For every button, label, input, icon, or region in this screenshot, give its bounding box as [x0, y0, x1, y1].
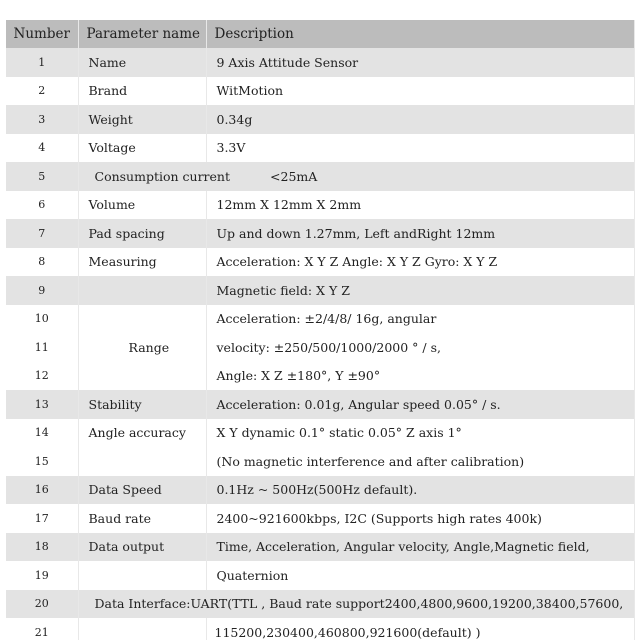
row-description: Quaternion	[206, 561, 634, 590]
row-parameter	[78, 305, 206, 334]
row-parameter: Data output	[78, 533, 206, 562]
table-row	[6, 219, 634, 248]
table-row	[6, 162, 634, 191]
row-parameter: Pad spacing	[78, 219, 206, 248]
header-row	[6, 20, 634, 48]
row-parameter: Data Interface:	[94, 596, 191, 612]
row-number: 17	[6, 504, 78, 533]
row-parameter	[78, 447, 206, 476]
table-row	[6, 77, 634, 106]
row-description: WitMotion	[206, 77, 634, 106]
table-row	[6, 447, 634, 476]
row-parameter: Range	[78, 333, 206, 362]
row-description: Up and down 1.27mm, Left andRight 12mm	[206, 219, 634, 248]
row-number: 2	[6, 77, 78, 106]
table-row	[6, 305, 634, 334]
row-parameter: Baud rate	[78, 504, 206, 533]
row-number: 6	[6, 191, 78, 220]
row-parameter: Consumption current	[94, 168, 231, 184]
row-number: 16	[6, 476, 78, 505]
row-description: Acceleration: 0.01g, Angular speed 0.05° / s.	[206, 390, 634, 419]
row-number: 15	[6, 447, 78, 476]
row-number: 13	[6, 390, 78, 419]
row-number: 8	[6, 248, 78, 277]
row-description: <25mA	[270, 168, 318, 184]
row-interface	[78, 590, 634, 619]
table-row	[6, 590, 634, 619]
top-strip	[0, 0, 640, 20]
row-number: 9	[6, 276, 78, 305]
table-row	[6, 333, 634, 362]
row-parameter	[78, 561, 206, 590]
row-parameter: Brand	[78, 77, 206, 106]
row-description: Magnetic field: X Y Z	[206, 276, 634, 305]
row-description: Acceleration: X Y Z Angle: X Y Z Gyro: X Y Z	[206, 248, 634, 277]
row-description: Angle: X Z ±180°, Y ±90°	[206, 362, 634, 391]
table-row	[6, 476, 634, 505]
row-number: 18	[6, 533, 78, 562]
table-row	[6, 419, 634, 448]
row-number: 5	[6, 162, 78, 191]
row-parameter: Data Speed	[78, 476, 206, 505]
row-description: 115200,230400,460800,921600(default) )	[206, 618, 634, 640]
row-number: 11	[6, 333, 78, 362]
row-number: 4	[6, 134, 78, 163]
row-description: 3.3V	[206, 134, 634, 163]
table-row	[6, 248, 634, 277]
table-row	[6, 561, 634, 590]
row-parameter: Weight	[78, 105, 206, 134]
table-row	[6, 390, 634, 419]
row-parameter: Volume	[78, 191, 206, 220]
row-parameter: Stability	[78, 390, 206, 419]
spec-table	[6, 20, 635, 640]
row-description: velocity: ±250/500/1000/2000 ° / s,	[206, 333, 634, 362]
row-description: 12mm X 12mm X 2mm	[206, 191, 634, 220]
table-row	[6, 362, 634, 391]
table-row	[6, 48, 634, 77]
row-description: Time, Acceleration, Angular velocity, Angle,Magnetic field,	[206, 533, 634, 562]
table-row	[6, 105, 634, 134]
row-parameter: Voltage	[78, 134, 206, 163]
row-number: 10	[6, 305, 78, 334]
header-parameter: Parameter name	[78, 20, 206, 48]
row-parameter	[78, 276, 206, 305]
row-description: (No magnetic interference and after calibration)	[206, 447, 634, 476]
row-description: X Y dynamic 0.1° static 0.05° Z axis 1°	[206, 419, 634, 448]
table-row	[6, 191, 634, 220]
row-parameter: Measuring	[78, 248, 206, 277]
row-description: UART(TTL , Baud rate support2400,4800,9600,19200,38400,57600,	[190, 596, 624, 612]
row-description: Acceleration: ±2/4/8/ 16g, angular	[206, 305, 634, 334]
row-parameter	[78, 362, 206, 391]
row-consumption	[78, 162, 634, 191]
row-number: 14	[6, 419, 78, 448]
row-description: 0.34g	[206, 105, 634, 134]
table-row	[6, 504, 634, 533]
table-row	[6, 533, 634, 562]
row-description: 9 Axis Attitude Sensor	[206, 48, 634, 77]
row-number: 7	[6, 219, 78, 248]
table-row	[6, 134, 634, 163]
row-parameter: Angle accuracy	[78, 419, 206, 448]
row-number: 3	[6, 105, 78, 134]
table-row	[6, 276, 634, 305]
row-description: 2400~921600kbps, I2C (Supports high rates 400k)	[206, 504, 634, 533]
row-number: 1	[6, 48, 78, 77]
row-parameter	[78, 618, 206, 640]
header-description: Description	[206, 20, 634, 48]
row-parameter: Name	[78, 48, 206, 77]
row-number: 21	[6, 618, 78, 640]
row-number: 20	[6, 590, 78, 619]
row-description: 0.1Hz ~ 500Hz(500Hz default).	[206, 476, 634, 505]
header-number: Number	[6, 20, 78, 48]
row-number: 12	[6, 362, 78, 391]
table-row	[6, 618, 634, 640]
row-number: 19	[6, 561, 78, 590]
